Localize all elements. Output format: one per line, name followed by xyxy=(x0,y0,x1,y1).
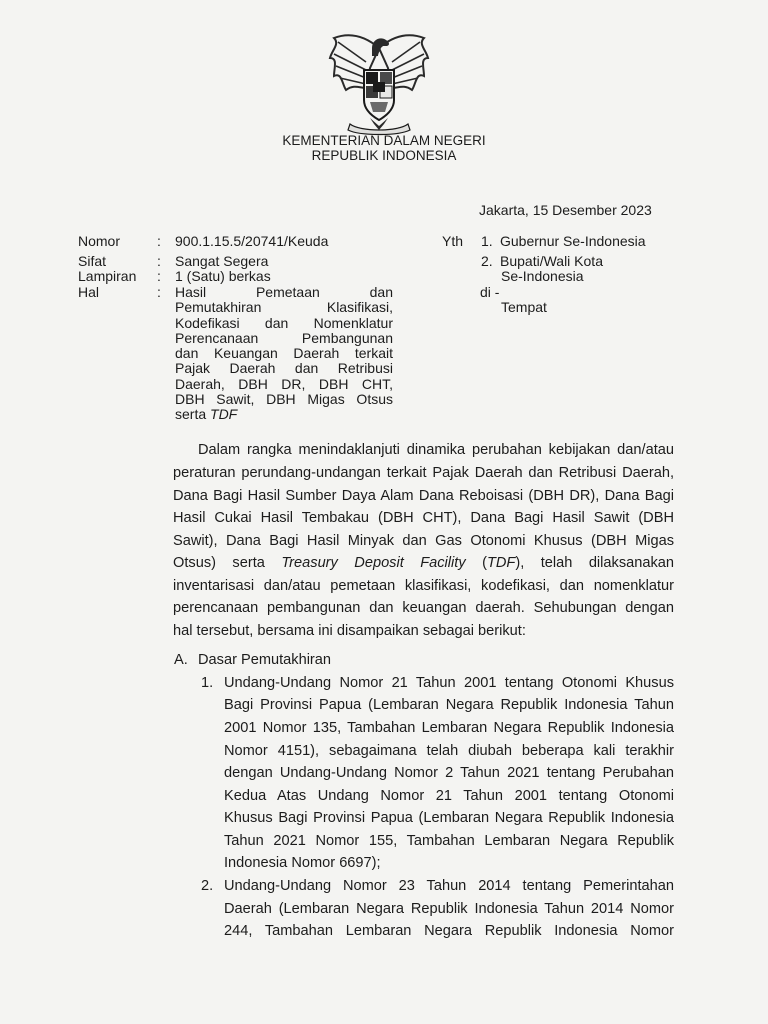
list-number: 1. xyxy=(201,675,214,691)
hal-line: Daerah, DBH DR, DBH CHT, xyxy=(175,375,393,392)
recipient-governor: Gubernur Se-Indonesia xyxy=(500,233,646,249)
letter-date: Jakarta, 15 Desember 2023 xyxy=(479,202,652,218)
hal-last-prefix: serta xyxy=(175,406,211,423)
hal-line: Kodefikasi dan Nomenklatur xyxy=(175,314,393,331)
garuda-emblem-icon xyxy=(320,28,438,136)
colon: : xyxy=(157,253,161,269)
list-line: Kedua Atas Undang Nomor 21 Tahun 2001 tentang Otonomi xyxy=(224,788,674,804)
hal-line: Pemutakhiran Klasifikasi, xyxy=(175,299,393,316)
list-line: Undang-Undang Nomor 21 Tahun 2001 tentang Otonomi Khusus xyxy=(224,675,674,691)
list-line: Bagi Provinsi Papua (Lembaran Negara Republik Indonesia Tahun xyxy=(224,697,674,713)
paragraph-line: perencanaan pembangunan dan keuangan daerah. Sehubungan dengan xyxy=(173,600,674,616)
paragraph-line: hal tersebut, bersama ini disampaikan sebagai berikut: xyxy=(173,623,526,639)
paragraph-line xyxy=(173,555,674,571)
sifat-label: Sifat xyxy=(78,253,107,269)
paragraph-italic: Treasury Deposit Facility xyxy=(281,555,466,571)
hal-label: Hal xyxy=(78,284,100,300)
paragraph-line: Dana Bagi Hasil Sumber Daya Alam Dana Reboisasi (DBH DR), Dana Bagi xyxy=(173,488,674,504)
list-line: Undang-Undang Nomor 23 Tahun 2014 tentang Pemerintahan xyxy=(224,878,674,894)
paragraph-line: Hasil Cukai Hasil Tembakau (DBH CHT), Dana Bagi Hasil Sawit (DBH xyxy=(173,510,674,526)
paragraph-line: peraturan perundang-undangan terkait Pajak Daerah dan Retribusi Daerah, xyxy=(173,465,674,481)
paragraph-text: ( xyxy=(465,555,487,571)
recipient-regent: Bupati/Wali Kota xyxy=(500,253,603,269)
recipient-number: 2. xyxy=(481,253,493,269)
hal-line: DBH Sawit, DBH Migas Otsus xyxy=(175,391,393,408)
paragraph-line: Dalam rangka menindaklanjuti dinamika perubahan kebijakan dan/atau xyxy=(198,442,674,458)
paragraph-text: ), telah dilaksanakan xyxy=(515,555,675,571)
colon: : xyxy=(157,233,161,249)
yth-label: Yth xyxy=(442,233,464,249)
paragraph-line: inventarisasi dan/atau pemetaan klasifikasi, kodefikasi, dan nomenklatur xyxy=(173,578,674,594)
ministry-name: KEMENTERIAN DALAM NEGERI xyxy=(282,133,486,148)
recipient-regent-cont: Se-Indonesia xyxy=(501,268,584,284)
nomor-value: 900.1.15.5/20741/Keuda xyxy=(175,233,329,249)
recipient-number: 1. xyxy=(481,233,493,249)
hal-line: dan Keuangan Daerah terkait xyxy=(175,345,393,362)
list-number: 2. xyxy=(201,878,214,894)
paragraph-italic: TDF xyxy=(486,555,516,571)
hal-line: Hasil Pemetaan dan xyxy=(175,284,393,300)
sifat-value: Sangat Segera xyxy=(175,253,269,269)
list-line: 244, Tambahan Lembaran Negara Republik Indonesia Nomor xyxy=(224,923,674,939)
paragraph-text: Otsus) serta xyxy=(173,555,282,571)
hal-line: Pajak Daerah dan Retribusi xyxy=(175,360,393,377)
nomor-label: Nomor xyxy=(78,233,121,249)
tempat-label: Tempat xyxy=(501,299,547,315)
list-line: Khusus Bagi Provinsi Papua (Lembaran Negara Republik Indonesia xyxy=(224,810,674,826)
list-line: 2001 Nomor 135, Tambahan Lembaran Negara Republik Indonesia xyxy=(224,720,674,736)
hal-last-italic: TDF xyxy=(210,406,238,423)
hal-line xyxy=(175,407,393,422)
paragraph-line: Sawit), Dana Bagi Hasil Minyak dan Gas Otonomi Khusus (DBH Migas xyxy=(173,533,674,549)
hal-line: Perencanaan Pembangunan xyxy=(175,329,393,346)
section-label: A. xyxy=(174,652,188,668)
hal-subject xyxy=(175,285,393,423)
list-line: Daerah (Lembaran Negara Republik Indonesia Tahun 2014 Nomor xyxy=(224,901,674,917)
list-line: Nomor 4151), sebagaimana telah diubah beberapa kali terakhir xyxy=(224,743,674,759)
lampiran-label: Lampiran xyxy=(78,268,137,284)
list-line: Tahun 2021 Nomor 155, Tambahan Lembaran Negara Republik xyxy=(224,833,674,849)
list-line: Indonesia Nomor 6697); xyxy=(224,855,381,871)
colon: : xyxy=(157,268,161,284)
ministry-country: REPUBLIK INDONESIA xyxy=(311,148,457,163)
colon: : xyxy=(157,284,161,300)
section-title: Dasar Pemutakhiran xyxy=(198,652,332,668)
lampiran-value: 1 (Satu) berkas xyxy=(175,268,271,284)
list-line: dengan Undang-Undang Nomor 2 Tahun 2021 tentang Perubahan xyxy=(224,765,674,781)
di-label: di - xyxy=(480,284,500,300)
